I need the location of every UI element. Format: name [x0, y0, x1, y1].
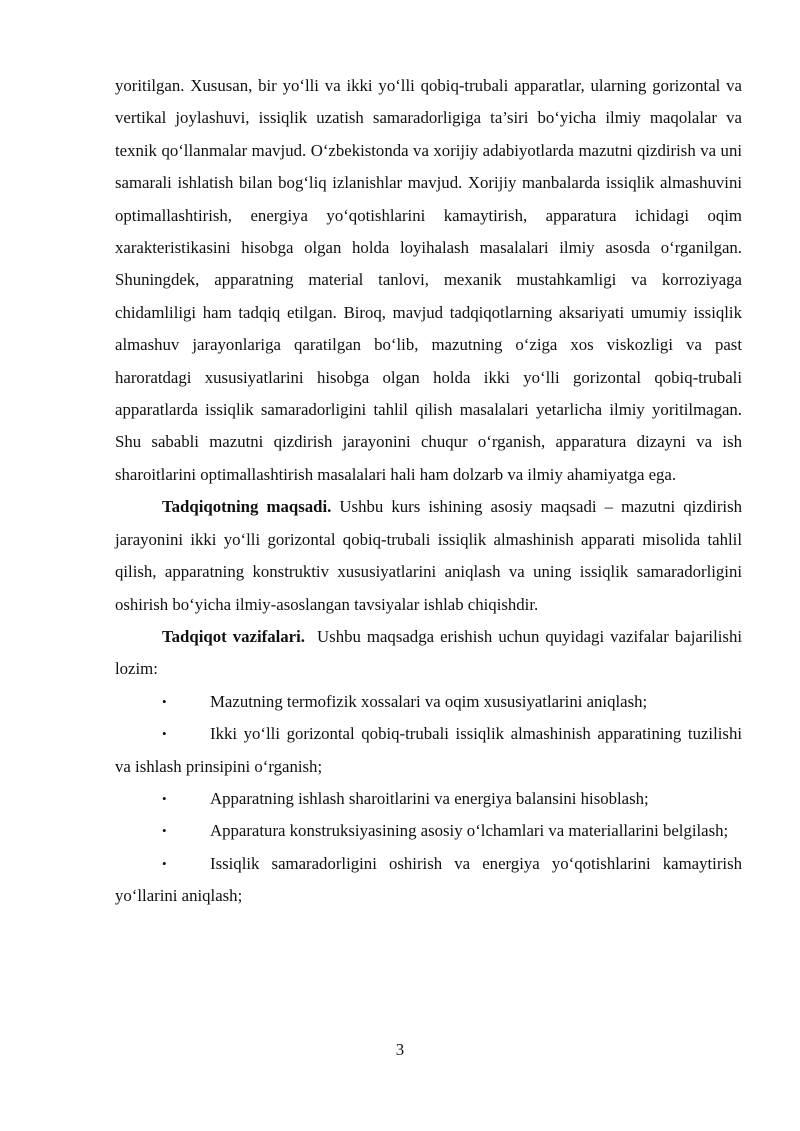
tasks-intro-text: Ushbu maqsadga erishish uchun quyidagi vazifalar bajarilishi lozim: — [115, 626, 747, 679]
list-item — [115, 686, 742, 718]
list-item — [115, 848, 742, 913]
tasks-paragraph — [115, 621, 747, 686]
bullet-icon: • — [162, 790, 167, 806]
goal-heading: Tadqiqotning maqsadi. — [162, 497, 332, 517]
list-item-text: Mazutning termofizik xossalari va oqim xususiyatlarini aniqlash; — [210, 691, 648, 711]
document-body — [115, 70, 747, 913]
goal-paragraph — [115, 491, 742, 621]
tasks-heading: Tadqiqot vazifalari. — [162, 626, 305, 646]
list-item — [115, 718, 742, 783]
page-number: 3 — [395, 1040, 405, 1059]
bullet-icon: • — [162, 823, 167, 839]
list-item-text: Apparatning ishlash sharoitlarini va energiya balansini hisoblash; — [210, 788, 649, 808]
list-item-text: Ikki yo‘lli gorizontal qobiq-trubali issiqlik almashinish apparatining tuzilishi va ishlash prinsipini o‘rganish; — [115, 724, 742, 776]
goal-text: Ushbu kurs ishining asosiy maqsadi – mazutni qizdirish jarayonini ikki yo‘lli gorizontal qobiq-trubali issiqlik almashinish apparati misolida tahlil qilish, apparatning konstruktiv xususiyatlarini aniqlash va uning issiqlik samaradorligini oshirish bo‘yicha ilmiy-asoslangan tavsiyalar ishlab chiqishdir. — [115, 497, 742, 614]
list-item — [115, 783, 742, 815]
list-item-text: Issiqlik samaradorligini oshirish va energiya yo‘qotishlarini kamaytirish yo‘llarini aniqlash; — [115, 853, 742, 906]
list-item-text: Apparatura konstruksiyasining asosiy o‘lchamlari va materiallarini belgilash; — [210, 821, 729, 841]
intro-paragraph: yoritilgan. Xususan, bir yo‘lli va ikki yo‘lli qobiq-trubali apparatlar, ularning gorizontal va vertikal joylashuvi, issiqlik uzatish samaradorligiga ta’siri bo‘yicha ilmiy maqolalar va texnik qo‘llanmalar mavjud. O‘zbekistonda va xorijiy adabiyotlarda mazutni qizdirish va uni samarali ishlatish bilan bog‘liq izlanishlar mavjud. Xorijiy manbalarda issiqlik almashuvini optimallashtirish, energiya yo‘qotishlarini kamaytirish, apparatura ichidagi oqim xarakteristikasini hisobga olgan holda loyihalash masalalari ilmiy asosda o‘rganilgan. Shuningdek, apparatning material tanlovi, mexanik mustahkamligi va korroziyaga chidamliligi ham tadqiq etilgan. Biroq, mavjud tadqiqotlarning aksariyati umumiy issiqlik almashuv jarayonlariga qaratilgan bo‘lib, mazutning o‘ziga xos viskozligi va past haroratdagi xususiyatlarini hisobga olgan holda ikki yo‘lli gorizontal qobiq-trubali apparatlarda issiqlik samaradorligini tahlil qilish masalalari yetarlicha ilmiy yoritilmagan. Shu sababli mazutni qizdirish jarayonini chuqur o‘rganish, apparatura dizayni va ish sharoitlarini optimallashtirish masalalari hali ham dolzarb va ilmiy ahamiyatga ega. — [115, 76, 742, 484]
bullet-icon: • — [162, 855, 167, 871]
list-item — [115, 815, 742, 847]
bullet-icon: • — [162, 726, 167, 742]
bullet-icon: • — [162, 693, 167, 709]
